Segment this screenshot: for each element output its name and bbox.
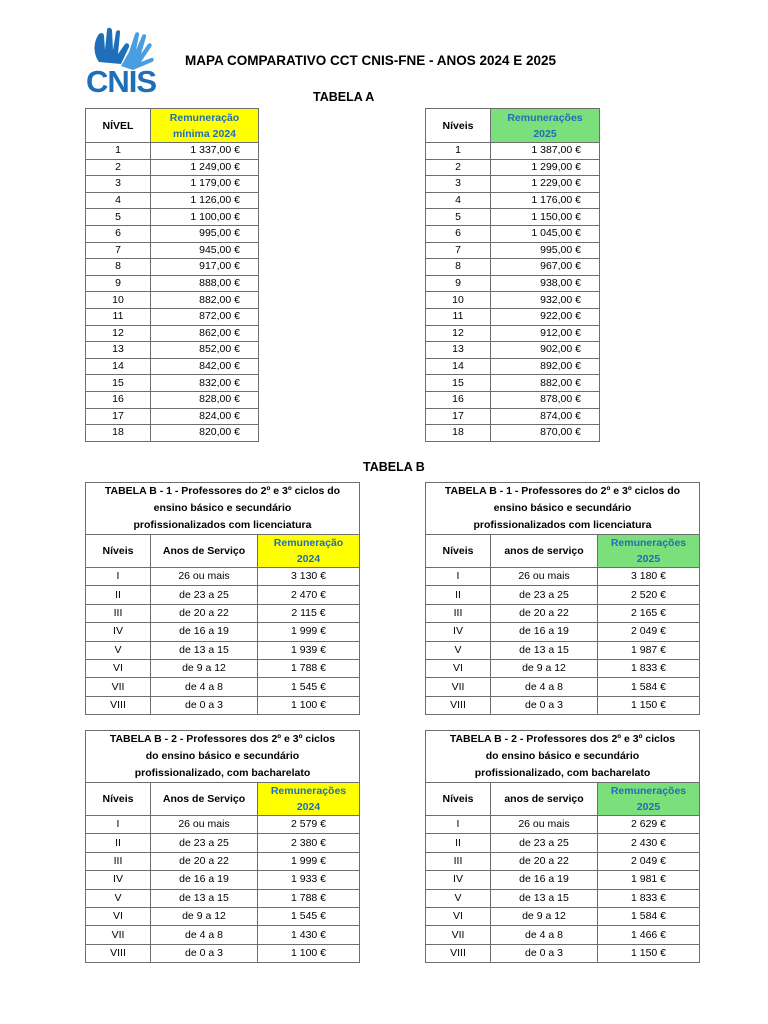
table-cell: VIII	[86, 696, 151, 714]
table-row	[86, 408, 259, 425]
table-row	[86, 358, 259, 375]
table-cell: de 9 a 12	[491, 659, 598, 677]
table-cell: 912,00 €	[491, 325, 600, 342]
table-cell: 2 380 €	[258, 834, 360, 852]
table-cell: 12	[86, 325, 151, 342]
col-header-remuneracoes-2024: Remunerações 2024	[258, 783, 360, 816]
table-row	[426, 623, 700, 641]
table-cell: 1 981 €	[598, 871, 700, 889]
table-cell: 878,00 €	[491, 391, 600, 408]
table-cell: 26 ou mais	[491, 568, 598, 586]
table-row	[86, 192, 259, 209]
tabela-b1-2025-table	[425, 482, 700, 715]
table-cell: de 23 a 25	[491, 834, 598, 852]
table-cell: VII	[426, 926, 491, 944]
table-cell: de 13 a 15	[491, 889, 598, 907]
table-cell: III	[86, 852, 151, 870]
table-cell: de 9 a 12	[151, 659, 258, 677]
table-cell: 6	[86, 225, 151, 242]
table-cell: 820,00 €	[151, 425, 259, 442]
table-cell: 1 987 €	[598, 641, 700, 659]
table-cell: 1 249,00 €	[151, 159, 259, 176]
table-cell: 842,00 €	[151, 358, 259, 375]
table-cell: 11	[86, 308, 151, 325]
table-cell: 828,00 €	[151, 391, 259, 408]
table-row	[86, 944, 360, 962]
table-cell: 902,00 €	[491, 342, 600, 359]
col-header-remuneracoes-2025: Remunerações 2025	[491, 109, 600, 143]
table-cell: de 23 a 25	[151, 586, 258, 604]
tabela-b-title: TABELA B	[363, 460, 425, 474]
col-header-niveis: Níveis	[426, 109, 491, 143]
col-header-nivel: NÍVEL	[86, 109, 151, 143]
table-cell: 3	[86, 176, 151, 193]
table-cell: 2 165 €	[598, 604, 700, 622]
table-cell: 1 939 €	[258, 641, 360, 659]
col-header-anos-servico: Anos de Serviço	[151, 783, 258, 816]
table-row	[86, 852, 360, 870]
col-header-remuneracao-2024: Remuneração 2024	[258, 535, 360, 568]
table-cell: I	[86, 568, 151, 586]
table-cell: 14	[426, 358, 491, 375]
table-cell: 892,00 €	[491, 358, 600, 375]
table-cell: 1 045,00 €	[491, 225, 600, 242]
tabela-a-2025-table	[425, 108, 600, 442]
col-header-niveis: Níveis	[86, 783, 151, 816]
table-row	[86, 176, 259, 193]
table-cell: I	[86, 816, 151, 834]
table-row	[426, 176, 600, 193]
table-cell: de 0 a 3	[491, 696, 598, 714]
table-cell: 1 833 €	[598, 889, 700, 907]
table-cell: 922,00 €	[491, 308, 600, 325]
table-row	[86, 209, 259, 226]
logo-text: CNIS	[86, 64, 157, 99]
table-row	[86, 678, 360, 696]
table-row	[426, 192, 600, 209]
table-cell: 6	[426, 225, 491, 242]
table-cell: 12	[426, 325, 491, 342]
table-row	[426, 242, 600, 259]
table-cell: 824,00 €	[151, 408, 259, 425]
tabela-b2-2025-table	[425, 730, 700, 963]
table-cell: III	[86, 604, 151, 622]
table-cell: 882,00 €	[151, 292, 259, 309]
table-cell: VII	[426, 678, 491, 696]
table-cell: VIII	[426, 944, 491, 962]
table-cell: 2 115 €	[258, 604, 360, 622]
table-cell: 1 788 €	[258, 889, 360, 907]
table-row	[86, 834, 360, 852]
col-header-remuneracoes-2025: Remunerações 2025	[598, 535, 700, 568]
table-cell: 1 337,00 €	[151, 143, 259, 160]
col-header-anos-servico: anos de serviço	[491, 783, 598, 816]
table-cell: V	[86, 641, 151, 659]
table-cell: 852,00 €	[151, 342, 259, 359]
table-cell: 18	[426, 425, 491, 442]
table-row	[426, 209, 600, 226]
table-row	[86, 242, 259, 259]
table-cell: de 13 a 15	[151, 641, 258, 659]
table-cell: II	[86, 586, 151, 604]
table-cell: 1 466 €	[598, 926, 700, 944]
table-cell: 26 ou mais	[151, 816, 258, 834]
table-cell: VI	[426, 659, 491, 677]
table-row	[86, 375, 259, 392]
table-cell: 3 180 €	[598, 568, 700, 586]
table-cell: 4	[86, 192, 151, 209]
table-row	[86, 425, 259, 442]
table-cell: de 16 a 19	[491, 623, 598, 641]
table-cell: de 20 a 22	[151, 604, 258, 622]
table-row	[86, 159, 259, 176]
table-cell: de 0 a 3	[151, 696, 258, 714]
table-row	[86, 225, 259, 242]
table-row	[426, 375, 600, 392]
table-row	[426, 159, 600, 176]
table-cell: de 20 a 22	[151, 852, 258, 870]
table-cell: 14	[86, 358, 151, 375]
table-cell: II	[426, 834, 491, 852]
table-cell: 3	[426, 176, 491, 193]
table-cell: 1	[86, 143, 151, 160]
table-cell: de 13 a 15	[491, 641, 598, 659]
table-row	[426, 944, 700, 962]
table-row	[86, 871, 360, 889]
table-row	[86, 568, 360, 586]
table-row	[86, 143, 259, 160]
table-cell: de 4 a 8	[491, 678, 598, 696]
table-cell: 917,00 €	[151, 259, 259, 276]
table-cell: 16	[426, 391, 491, 408]
table-cell: 995,00 €	[151, 225, 259, 242]
table-cell: 4	[426, 192, 491, 209]
table-cell: 1 999 €	[258, 852, 360, 870]
table-cell: 1 100 €	[258, 696, 360, 714]
tabela-a-title: TABELA A	[313, 90, 375, 104]
table-cell: 1 545 €	[258, 678, 360, 696]
table-row	[86, 275, 259, 292]
table-cell: 26 ou mais	[151, 568, 258, 586]
table-row	[426, 275, 600, 292]
table-cell: 11	[426, 308, 491, 325]
table-cell: IV	[426, 871, 491, 889]
table-cell: VI	[426, 907, 491, 925]
table-cell: de 16 a 19	[151, 623, 258, 641]
table-row	[426, 834, 700, 852]
table-cell: de 0 a 3	[151, 944, 258, 962]
table-cell: 874,00 €	[491, 408, 600, 425]
table-row	[86, 907, 360, 925]
tabela-a-2024-table	[85, 108, 259, 442]
col-header-anos-servico: anos de serviço	[491, 535, 598, 568]
col-header-niveis: Níveis	[426, 783, 491, 816]
table-cell: 1 584 €	[598, 907, 700, 925]
table-row	[86, 292, 259, 309]
table-row	[426, 391, 600, 408]
table-row	[86, 308, 259, 325]
table-cell: 2 520 €	[598, 586, 700, 604]
table-cell: 1	[426, 143, 491, 160]
table-row	[86, 604, 360, 622]
table-cell: 1 126,00 €	[151, 192, 259, 209]
table-row	[426, 926, 700, 944]
table-row	[426, 641, 700, 659]
page-title: MAPA COMPARATIVO CCT CNIS-FNE - ANOS 2024 E 2025	[185, 53, 557, 68]
col-header-niveis: Níveis	[86, 535, 151, 568]
table-cell: 16	[86, 391, 151, 408]
table-cell: 1 933 €	[258, 871, 360, 889]
table-cell: 3 130 €	[258, 568, 360, 586]
table-cell: 1 179,00 €	[151, 176, 259, 193]
table-cell: de 16 a 19	[151, 871, 258, 889]
tabela-b1-2024-table	[85, 482, 360, 715]
table-row	[86, 586, 360, 604]
table-cell: 1 229,00 €	[491, 176, 600, 193]
table-cell: 5	[86, 209, 151, 226]
table-cell: 2 430 €	[598, 834, 700, 852]
tabela-b1-2025-caption: TABELA B - 1 - Professores do 2º e 3º ciclos do ensino básico e secundário profissionalizados com licenciatura	[426, 483, 700, 535]
table-cell: de 4 a 8	[151, 678, 258, 696]
table-cell: de 9 a 12	[151, 907, 258, 925]
table-row	[426, 308, 600, 325]
table-cell: 1 788 €	[258, 659, 360, 677]
table-row	[86, 641, 360, 659]
table-row	[426, 425, 600, 442]
table-cell: III	[426, 604, 491, 622]
table-row	[86, 391, 259, 408]
table-row	[86, 696, 360, 714]
table-cell: 1 100 €	[258, 944, 360, 962]
table-cell: 882,00 €	[491, 375, 600, 392]
table-row	[426, 325, 600, 342]
table-row	[86, 926, 360, 944]
table-cell: de 0 a 3	[491, 944, 598, 962]
table-cell: de 23 a 25	[151, 834, 258, 852]
table-cell: 18	[86, 425, 151, 442]
table-cell: 1 176,00 €	[491, 192, 600, 209]
table-row	[426, 696, 700, 714]
table-cell: VIII	[426, 696, 491, 714]
table-row	[426, 907, 700, 925]
table-row	[86, 259, 259, 276]
table-cell: 1 150 €	[598, 944, 700, 962]
table-cell: 870,00 €	[491, 425, 600, 442]
table-row	[86, 623, 360, 641]
table-cell: 938,00 €	[491, 275, 600, 292]
table-cell: I	[426, 568, 491, 586]
table-cell: 2 579 €	[258, 816, 360, 834]
table-row	[426, 358, 600, 375]
table-cell: 862,00 €	[151, 325, 259, 342]
table-cell: V	[426, 641, 491, 659]
table-cell: 995,00 €	[491, 242, 600, 259]
col-header-remuneracao-2024: Remuneração mínima 2024	[151, 109, 259, 143]
table-cell: 8	[426, 259, 491, 276]
table-cell: 9	[426, 275, 491, 292]
table-cell: VII	[86, 678, 151, 696]
table-row	[86, 816, 360, 834]
table-row	[426, 259, 600, 276]
table-row	[426, 852, 700, 870]
table-row	[426, 408, 600, 425]
table-row	[86, 325, 259, 342]
table-cell: 5	[426, 209, 491, 226]
table-cell: III	[426, 852, 491, 870]
table-cell: V	[86, 889, 151, 907]
table-row	[426, 586, 700, 604]
table-cell: 8	[86, 259, 151, 276]
table-cell: 945,00 €	[151, 242, 259, 259]
table-cell: de 16 a 19	[491, 871, 598, 889]
table-row	[426, 889, 700, 907]
table-row	[426, 225, 600, 242]
table-cell: 7	[426, 242, 491, 259]
table-cell: 2	[426, 159, 491, 176]
table-cell: 2 049 €	[598, 623, 700, 641]
col-header-anos-servico: Anos de Serviço	[151, 535, 258, 568]
table-cell: 1 584 €	[598, 678, 700, 696]
table-cell: 17	[426, 408, 491, 425]
table-row	[426, 143, 600, 160]
col-header-remuneracoes-2025: Remunerações 2025	[598, 783, 700, 816]
table-row	[86, 659, 360, 677]
tabela-b1-2024-caption: TABELA B - 1 - Professores do 2º e 3º ciclos do ensino básico e secundário profissionalizados com licenciatura	[86, 483, 360, 535]
table-cell: VIII	[86, 944, 151, 962]
table-row	[426, 568, 700, 586]
table-cell: de 9 a 12	[491, 907, 598, 925]
table-cell: V	[426, 889, 491, 907]
table-cell: 17	[86, 408, 151, 425]
table-cell: IV	[86, 623, 151, 641]
table-cell: II	[426, 586, 491, 604]
table-cell: 15	[86, 375, 151, 392]
table-row	[86, 889, 360, 907]
table-cell: 1 387,00 €	[491, 143, 600, 160]
tabela-b2-2024-table	[85, 730, 360, 963]
table-row	[426, 871, 700, 889]
table-cell: 13	[426, 342, 491, 359]
table-row	[86, 342, 259, 359]
table-cell: 2 629 €	[598, 816, 700, 834]
table-cell: 7	[86, 242, 151, 259]
table-cell: 967,00 €	[491, 259, 600, 276]
table-row	[426, 816, 700, 834]
tabela-b2-2024-caption: TABELA B - 2 - Professores dos 2º e 3º ciclos do ensino básico e secundário profissionalizado, com bacharelato	[86, 731, 360, 783]
table-cell: VI	[86, 659, 151, 677]
table-cell: 2 049 €	[598, 852, 700, 870]
table-cell: 1 999 €	[258, 623, 360, 641]
table-cell: 9	[86, 275, 151, 292]
table-cell: 1 150 €	[598, 696, 700, 714]
table-cell: de 13 a 15	[151, 889, 258, 907]
table-cell: 15	[426, 375, 491, 392]
table-cell: 13	[86, 342, 151, 359]
table-cell: 26 ou mais	[491, 816, 598, 834]
col-header-niveis: Níveis	[426, 535, 491, 568]
table-row	[426, 604, 700, 622]
table-row	[426, 292, 600, 309]
table-cell: 932,00 €	[491, 292, 600, 309]
table-cell: 1 299,00 €	[491, 159, 600, 176]
table-cell: 872,00 €	[151, 308, 259, 325]
table-cell: 832,00 €	[151, 375, 259, 392]
table-cell: de 20 a 22	[491, 604, 598, 622]
table-cell: 10	[426, 292, 491, 309]
table-cell: de 4 a 8	[491, 926, 598, 944]
table-cell: 1 150,00 €	[491, 209, 600, 226]
table-cell: 1 545 €	[258, 907, 360, 925]
table-cell: 1 100,00 €	[151, 209, 259, 226]
table-row	[426, 678, 700, 696]
table-cell: IV	[86, 871, 151, 889]
table-cell: 10	[86, 292, 151, 309]
table-cell: 1 833 €	[598, 659, 700, 677]
table-cell: de 4 a 8	[151, 926, 258, 944]
table-cell: 888,00 €	[151, 275, 259, 292]
table-cell: de 20 a 22	[491, 852, 598, 870]
table-cell: IV	[426, 623, 491, 641]
table-row	[426, 659, 700, 677]
table-cell: 1 430 €	[258, 926, 360, 944]
table-cell: VI	[86, 907, 151, 925]
table-cell: II	[86, 834, 151, 852]
table-cell: de 23 a 25	[491, 586, 598, 604]
table-row	[426, 342, 600, 359]
table-cell: 2	[86, 159, 151, 176]
table-cell: 2 470 €	[258, 586, 360, 604]
tabela-b2-2025-caption: TABELA B - 2 - Professores dos 2º e 3º ciclos do ensino básico e secundário profissionalizado, com bacharelato	[426, 731, 700, 783]
table-cell: I	[426, 816, 491, 834]
table-cell: VII	[86, 926, 151, 944]
